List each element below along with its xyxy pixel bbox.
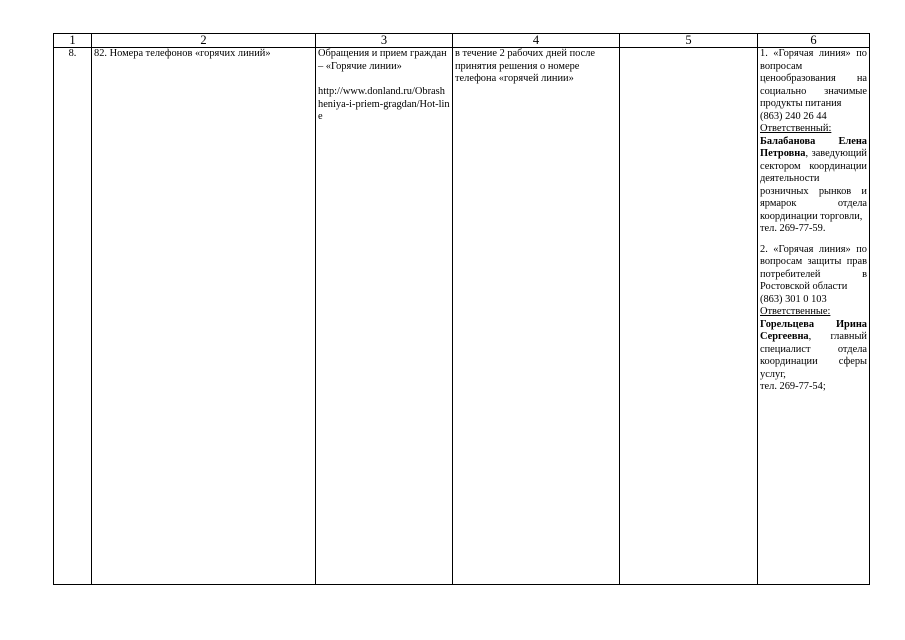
hotline-2	[760, 244, 867, 394]
url-link[interactable]: http://www.donland.ru/Obrashheniya-i-priem-gragdan/Hot-line	[318, 86, 450, 122]
table-row	[54, 48, 870, 585]
hotline-2-phone: (863) 301 0 103	[760, 293, 827, 305]
header-col-6: 6	[758, 34, 870, 48]
header-col-1: 1	[54, 34, 92, 48]
hotline-2-responsible-label: Ответственные:	[760, 306, 831, 317]
term-cell: в течение 2 рабочих дней после принятия решения о номере телефона «горячей линии»	[453, 48, 620, 585]
form-cell	[316, 48, 453, 585]
header-col-5: 5	[620, 34, 758, 48]
header-col-2: 2	[92, 34, 316, 48]
hotline-1-title: 1. «Горячая линия» по вопросам ценообразования на социально значимые продукты питания	[760, 48, 867, 109]
header-row	[54, 34, 870, 48]
hotline-1	[760, 48, 867, 236]
header-col-3: 3	[316, 34, 453, 48]
hotline-1-position: , заведующий сектором координации деятельности розничных рынков и ярмарок отдела координации торговли,	[760, 148, 867, 222]
hotline-1-responsible-label: Ответственный:	[760, 123, 832, 134]
hotline-2-position: , главный специалист отдела координации сферы услуг,	[760, 331, 867, 380]
hotline-1-person: Балабанова Елена Петровна	[760, 135, 867, 159]
hotline-1-tel: тел. 269-77-59.	[760, 223, 826, 234]
hotline-2-person: Горельцева Ирина Сергеевна	[760, 318, 867, 342]
hotlines-cell	[758, 48, 870, 585]
header-col-4: 4	[453, 34, 620, 48]
row-number: 8.	[54, 48, 92, 585]
form-title: Обращения и прием граждан – «Горячие линии»	[318, 48, 447, 72]
item-name: 82. Номера телефонов «горячих линий»	[92, 48, 316, 585]
hotline-2-tel: тел. 269-77-54;	[760, 381, 826, 392]
hotline-2-title: 2. «Горячая линия» по вопросам защиты прав потребителей в Ростовской области	[760, 243, 867, 292]
hotline-1-phone: (863) 240 26 44	[760, 110, 827, 122]
col5-cell	[620, 48, 758, 585]
document-table	[53, 33, 870, 585]
